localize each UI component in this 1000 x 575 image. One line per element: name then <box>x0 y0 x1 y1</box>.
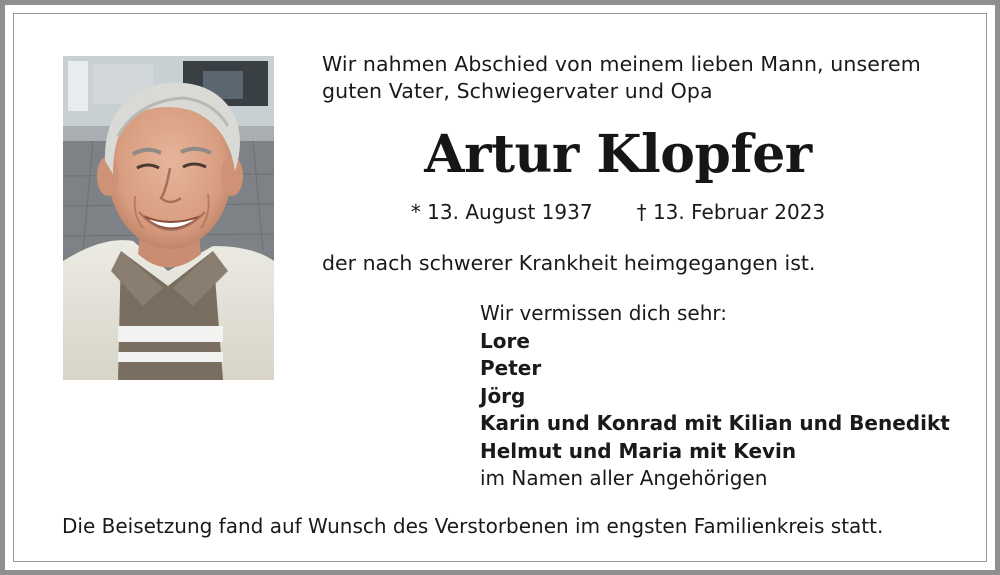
mourners-block <box>480 300 950 493</box>
funeral-note: Die Beisetzung fand auf Wunsch des Verstorbenen im engsten Familienkreis statt. <box>62 514 884 538</box>
mourner-name: Helmut und Maria mit Kevin <box>480 438 797 463</box>
mourners-outro: im Namen aller Angehörigen <box>480 466 768 490</box>
death-date: † 13. Februar 2023 <box>636 200 826 224</box>
deceased-name: Artur Klopfer <box>424 124 812 185</box>
illness-text: der nach schwerer Krankheit heimgegangen ist. <box>322 251 816 275</box>
intro-text <box>322 51 962 105</box>
obituary-card <box>5 5 995 570</box>
mourners-intro: Wir vermissen dich sehr: <box>480 301 727 325</box>
mourner-name: Jörg <box>480 383 526 408</box>
life-dates <box>322 199 914 225</box>
mourner-name: Lore <box>480 328 530 353</box>
portrait-photo <box>63 56 274 380</box>
intro-line-1: Wir nahmen Abschied von meinem lieben Mann, unserem <box>322 52 921 76</box>
intro-line-2: guten Vater, Schwiegervater und Opa <box>322 79 713 103</box>
mourner-name: Peter <box>480 356 542 380</box>
mourner-name: Karin und Konrad mit Kilian und Benedikt <box>480 411 950 435</box>
birth-date: * 13. August 1937 <box>410 200 593 224</box>
